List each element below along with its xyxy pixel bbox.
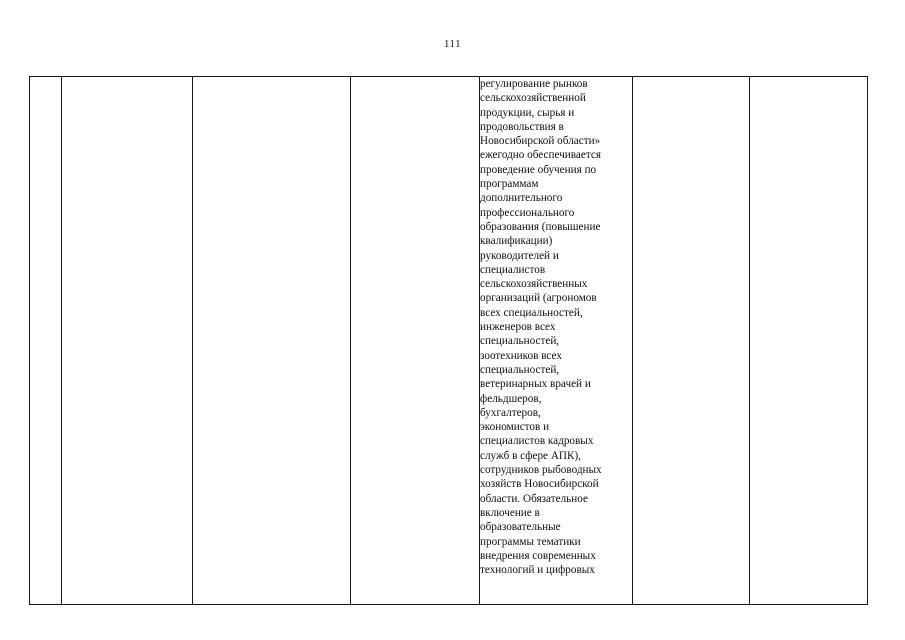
text-line: включение в bbox=[480, 506, 540, 519]
text-line: бухгалтеров, bbox=[480, 406, 541, 419]
text-line: квалификации) bbox=[480, 235, 553, 248]
text-line: ежегодно обеспечивается bbox=[480, 149, 602, 162]
text-line: образования (повышение bbox=[480, 220, 601, 233]
text-line: области. Обязательное bbox=[480, 492, 588, 505]
text-line: руководителей и bbox=[480, 249, 559, 262]
table-cell-empty bbox=[193, 77, 351, 605]
page-number: 111 bbox=[443, 38, 462, 50]
text-line: программы тематики bbox=[480, 535, 581, 548]
text-line: внедрения современных bbox=[480, 549, 596, 562]
text-line: специальностей, bbox=[480, 335, 560, 348]
text-line: продукции, сырья и bbox=[480, 106, 575, 119]
text-line: специалистов bbox=[480, 263, 546, 276]
text-line: сельскохозяйственных bbox=[480, 278, 588, 291]
text-line: экономистов и bbox=[480, 421, 550, 434]
text-line: продовольствия в bbox=[480, 120, 564, 133]
text-line: зоотехников всех bbox=[480, 349, 562, 362]
table-cell-empty bbox=[633, 77, 750, 605]
text-line: специалистов кадровых bbox=[480, 435, 594, 448]
table-cell-empty bbox=[750, 77, 868, 605]
table-cell-empty bbox=[351, 77, 480, 605]
table-cell-number bbox=[30, 77, 62, 605]
text-line: ветеринарных врачей и bbox=[480, 378, 591, 391]
text-line: проведение обучения по bbox=[480, 163, 597, 176]
content-table bbox=[29, 76, 868, 605]
table-cell-empty bbox=[62, 77, 193, 605]
text-line: всех специальностей, bbox=[480, 306, 583, 319]
text-line: профессионального bbox=[480, 206, 575, 219]
text-line: программам bbox=[480, 178, 539, 191]
text-line: регулирование рынков bbox=[480, 78, 588, 90]
text-line: сельскохозяйственной bbox=[480, 92, 586, 105]
text-line: хозяйств Новосибирской bbox=[480, 478, 599, 491]
text-line: служб в сфере АПК), bbox=[480, 449, 581, 462]
text-line: организаций (агрономов bbox=[480, 292, 597, 305]
text-line: специальностей, bbox=[480, 363, 560, 376]
text-line: сотрудников рыбоводных bbox=[480, 464, 602, 477]
text-line: фельдшеров, bbox=[480, 392, 542, 405]
text-line: образовательные bbox=[480, 521, 561, 534]
text-line: инженеров всех bbox=[480, 321, 556, 334]
text-line: Новосибирской области» bbox=[480, 135, 601, 148]
text-line: дополнительного bbox=[480, 192, 563, 205]
text-line: технологий и цифровых bbox=[480, 564, 595, 577]
table-row bbox=[30, 77, 868, 605]
table-cell-description bbox=[480, 77, 633, 605]
